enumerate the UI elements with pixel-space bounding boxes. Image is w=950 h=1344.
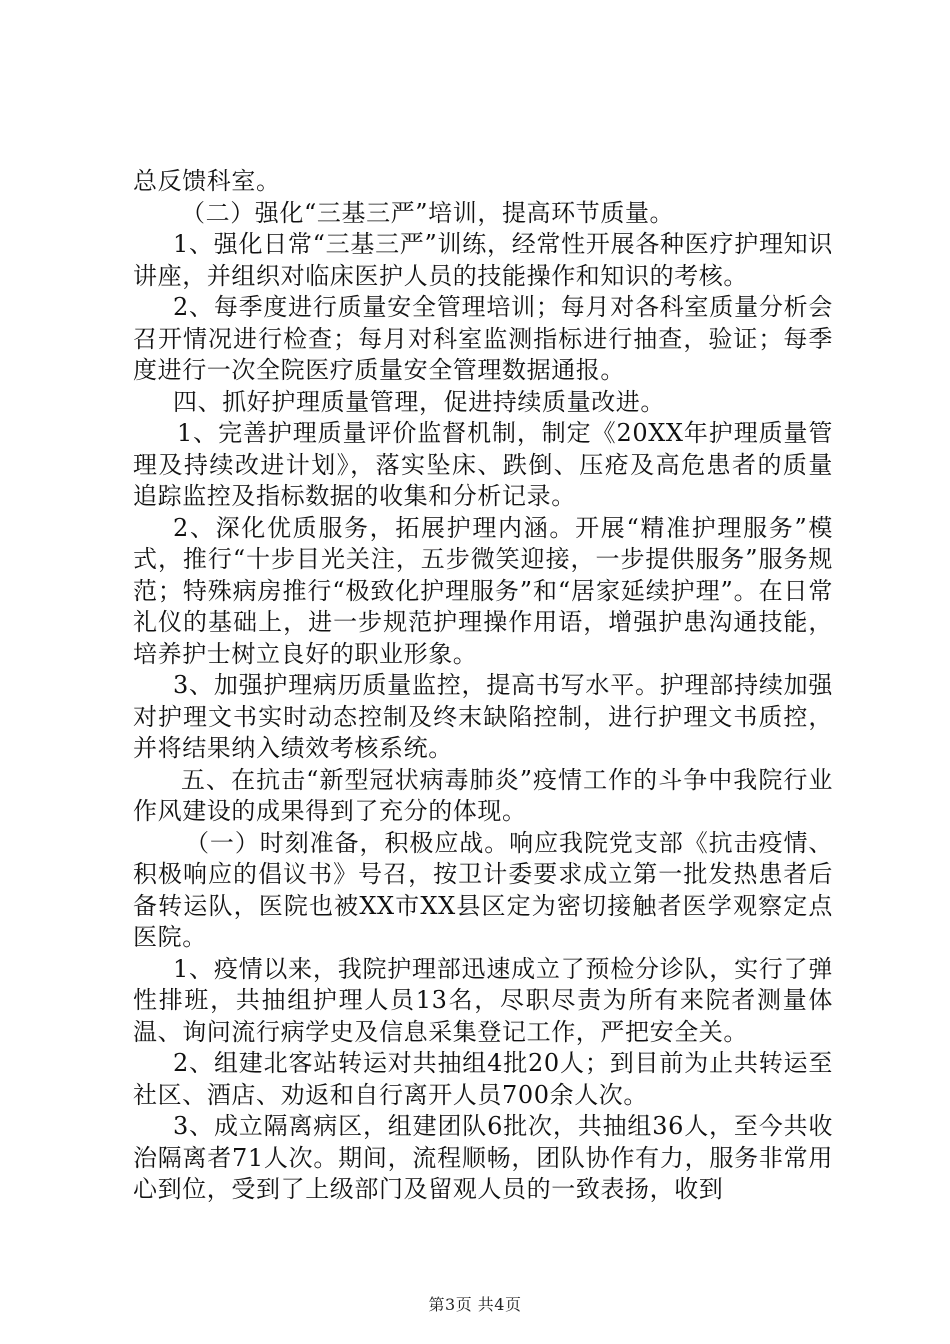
paragraph-section-5-heading: 五、在抗击“新型冠状病毒肺炎”疫情工作的斗争中我院行业作风建设的成果得到了充分的体现。 [133, 765, 833, 825]
document-body [133, 166, 833, 1206]
paragraph-continuation: 总反馈科室。 [133, 167, 281, 195]
paragraph-item-2: 2、每季度进行质量安全管理培训；每月对各科室质量分析会召开情况进行检查；每月对科室监测指标进行抽查，验证；每季度进行一次全院医疗质量安全管理数据通报。 [133, 293, 833, 384]
page-footer [0, 1295, 950, 1315]
paragraph-item-1: 1、强化日常“三基三严”训练，经常性开展各种医疗护理知识讲座，并组织对临床医护人员的技能操作和知识的考核。 [133, 230, 833, 290]
page-number-label: 第3页 共4页 [428, 1295, 522, 1314]
paragraph-item-3: 3、成立隔离病区，组建团队6批次，共抽组36人，至今共收治隔离者71人次。期间，流程顺畅，团队协作有力，服务非常用心到位，受到了上级部门及留观人员的一致表扬，收到 [133, 1112, 833, 1203]
paragraph-item-2: 2、组建北客站转运对共抽组4批20人；到目前为止共转运至社区、酒店、劝返和自行离开人员700余人次。 [133, 1049, 833, 1109]
paragraph-item-1: 1、完善护理质量评价监督机制，制定《20XX年护理质量管理及持续改进计划》，落实坠床、跌倒、压疮及高危患者的质量追踪监控及指标数据的收集和分析记录。 [133, 419, 833, 510]
paragraph-subheading-1: （一）时刻准备，积极应战。响应我院党支部《抗击疫情、积极响应的倡议书》号召，按卫计委要求成立第一批发热患者后备转运队，医院也被XX市XX县区定为密切接触者医学观察定点医院。 [133, 828, 833, 951]
paragraph-section-4-heading: 四、抓好护理质量管理，促进持续质量改进。 [173, 387, 665, 416]
paragraph-item-3: 3、加强护理病历质量监控，提高书写水平。护理部持续加强对护理文书实时动态控制及终末缺陷控制，进行护理文书质控，并将结果纳入绩效考核系统。 [133, 671, 833, 762]
paragraph-subheading-2: （二）强化“三基三严”培训，提高环节质量。 [181, 198, 675, 227]
paragraph-item-2: 2、深化优质服务，拓展护理内涵。开展“精准护理服务”模式，推行“十步目光关注，五步微笑迎接，一步提供服务”服务规范；特殊病房推行“极致化护理服务”和“居家延续护理”。在日常礼仪的基础上，进一步规范护理操作用语，增强护患沟通技能，培养护士树立良好的职业形象。 [133, 513, 833, 668]
paragraph-item-1: 1、疫情以来，我院护理部迅速成立了预检分诊队，实行了弹性排班，共抽组护理人员13名，尽职尽责为所有来院者测量体温、询问流行病学史及信息采集登记工作，严把安全关。 [133, 954, 833, 1046]
